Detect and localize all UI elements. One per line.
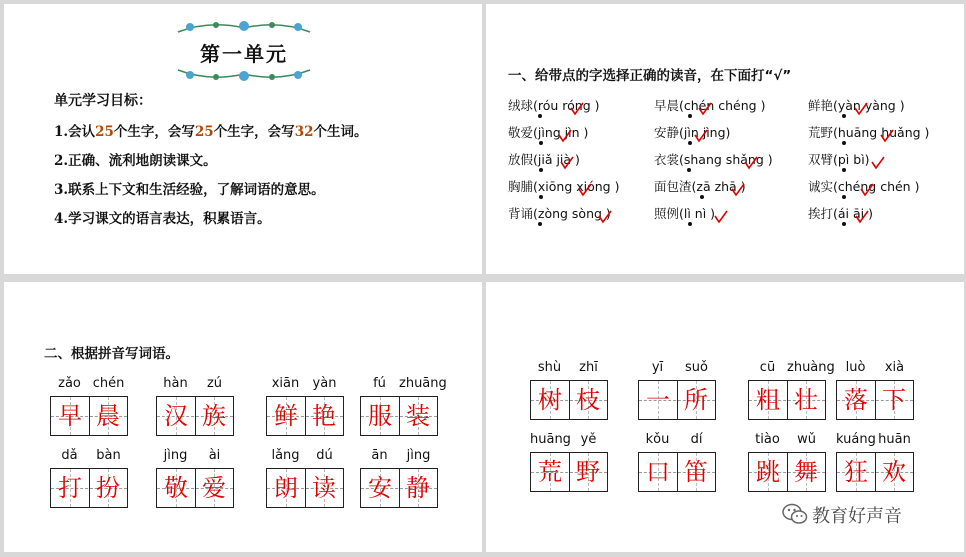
word-item: [360, 448, 438, 508]
answer-character: 扮: [96, 474, 120, 502]
pinyin-syllable: huāng: [530, 432, 571, 447]
pronunciation-item: [508, 96, 600, 114]
checkmark-icon: [570, 102, 584, 116]
tianzige-box: [156, 468, 234, 508]
pinyin-row: [638, 432, 716, 450]
word-item: [266, 448, 344, 508]
pinyin-syllable: ài: [208, 448, 221, 463]
word-item: [266, 376, 344, 436]
watermark: [782, 502, 902, 528]
pronunciation-item: [808, 123, 929, 141]
pinyin-syllable: huān: [878, 432, 911, 447]
tianzige-box: [156, 396, 234, 436]
pinyin-syllable: luò: [845, 360, 866, 375]
pinyin-row: [530, 360, 608, 378]
pronunciation-item: [808, 177, 919, 195]
emphasis-dot-icon: [538, 114, 542, 118]
pinyin-row: [360, 376, 447, 394]
pinyin-syllable: yī: [651, 360, 664, 375]
emphasis-dot-icon: [539, 141, 543, 145]
pronunciation-text: 诚实(chéng chén ): [808, 179, 920, 194]
tianzige-box: [748, 452, 826, 492]
pinyin-syllable: hàn: [163, 376, 188, 391]
pinyin-syllable: jìng: [163, 448, 188, 463]
answer-character: 下: [882, 386, 906, 414]
emphasis-dot-icon: [539, 195, 543, 199]
pinyin-syllable: zǎo: [58, 376, 81, 391]
pronunciation-text: 敬爱(jìng jìn ): [508, 125, 589, 140]
pronunciation-item: [808, 150, 870, 168]
word-item: [360, 376, 447, 436]
pinyin-syllable: dú: [316, 448, 333, 463]
answer-character: 舞: [794, 458, 818, 486]
pronunciation-item: [654, 123, 730, 141]
checkmark-icon: [598, 210, 612, 224]
pronunciation-text: 荒野(huāng huǎng ): [808, 125, 930, 140]
answer-character: 服: [368, 402, 392, 430]
answer-character: 跳: [756, 458, 780, 486]
answer-character: 鲜: [274, 402, 298, 430]
pinyin-row: [156, 448, 234, 466]
answer-character: 安: [368, 474, 392, 502]
answer-character: 汉: [164, 402, 188, 430]
pronunciation-text: 绒球(róu róng ): [508, 98, 600, 113]
wechat-icon: [782, 502, 808, 526]
answer-character: 朗: [274, 474, 298, 502]
checkmark-icon: [714, 210, 728, 224]
word-item: [530, 360, 608, 420]
checkmark-icon: [880, 129, 894, 143]
pronunciation-item: [508, 204, 611, 222]
watermark-text: 教育好声音: [812, 506, 902, 527]
pinyin-syllable: yàn: [312, 376, 337, 391]
pinyin-syllable: kǒu: [645, 432, 670, 447]
tianzige-box: [638, 380, 716, 420]
answer-character: 族: [202, 402, 226, 430]
word-item: [156, 448, 234, 508]
pinyin-syllable: tiào: [755, 432, 780, 447]
pronunciation-text: 背诵(zòng sòng ): [508, 206, 611, 221]
pinyin-syllable: bàn: [96, 448, 121, 463]
word-item: [156, 376, 234, 436]
answer-character: 静: [406, 474, 430, 502]
pronunciation-item: [508, 177, 619, 195]
pronunciation-item: [808, 204, 873, 222]
pronunciation-item: [508, 123, 588, 141]
answer-character: 笛: [684, 458, 708, 486]
pronunciation-text: 挨打(ái āi ): [808, 206, 873, 221]
emphasis-dot-icon: [687, 168, 691, 172]
pinyin-syllable: wǔ: [797, 432, 816, 447]
emphasis-dot-icon: [842, 141, 846, 145]
exercise-1-heading: 一、给带点的字选择正确的读音，在下面打“√”: [508, 68, 792, 84]
checkmark-icon: [698, 102, 712, 116]
pronunciation-text: 鲜艳(yàn yàng ): [808, 98, 905, 113]
checkmark-icon: [560, 156, 574, 170]
tianzige-box: [360, 468, 438, 508]
pronunciation-item: [508, 150, 580, 168]
pinyin-syllable: zhī: [579, 360, 598, 375]
answer-character: 装: [406, 402, 430, 430]
pronunciation-text: 胸脯(xiōng xióng ): [508, 179, 620, 194]
goal-3: 3.联系上下文和生活经验，了解词语的意思。: [54, 182, 325, 198]
pinyin-row: [748, 360, 835, 378]
goals-subtitle: 单元学习目标：: [54, 93, 152, 109]
pinyin-row: [156, 376, 234, 394]
pinyin-syllable: fú: [373, 376, 386, 391]
answer-character: 艳: [312, 402, 336, 430]
pronunciation-item: [654, 150, 773, 168]
answer-character: 壮: [794, 386, 818, 414]
pronunciation-item: [808, 96, 905, 114]
checkmark-icon: [694, 129, 708, 143]
goal-4: 4.学习课文的语言表达，积累语言。: [54, 211, 271, 227]
emphasis-dot-icon: [688, 114, 692, 118]
pinyin-row: [638, 360, 716, 378]
tianzige-box: [266, 468, 344, 508]
answer-character: 枝: [576, 386, 600, 414]
pinyin-row: [836, 432, 914, 450]
pronunciation-text: 照例(lì nì ): [654, 206, 716, 221]
pinyin-syllable: yě: [580, 432, 597, 447]
answer-character: 敬: [164, 474, 188, 502]
slide-unit-goals: [4, 4, 482, 274]
answer-character: 粗: [756, 386, 780, 414]
checkmark-icon: [744, 156, 758, 170]
pinyin-syllable: suǒ: [685, 360, 708, 375]
tianzige-box: [638, 452, 716, 492]
tianzige-box: [748, 380, 826, 420]
exercise-2-heading: 二、根据拼音写词语。: [44, 346, 179, 362]
pinyin-syllable: ān: [371, 448, 388, 463]
word-item: [50, 448, 128, 508]
pinyin-syllable: zhuàng: [787, 360, 835, 375]
answer-character: 所: [684, 386, 708, 414]
pinyin-row: [748, 432, 826, 450]
pinyin-row: [266, 448, 344, 466]
pronunciation-text: 衣裳(shang shǎng ): [654, 152, 773, 167]
unit-title-decoration: [174, 16, 314, 86]
emphasis-dot-icon: [842, 114, 846, 118]
vine-top-icon: [176, 18, 312, 36]
pinyin-row: [266, 376, 344, 394]
pinyin-syllable: dí: [690, 432, 703, 447]
pronunciation-item: [654, 96, 765, 114]
answer-character: 爱: [202, 474, 226, 502]
pinyin-syllable: xià: [884, 360, 905, 375]
answer-character: 树: [538, 386, 562, 414]
emphasis-dot-icon: [842, 222, 846, 226]
slide-pronunciation-exercise: [486, 4, 964, 274]
answer-character: 早: [58, 402, 82, 430]
pinyin-row: [360, 448, 438, 466]
goal-1: 1.会认25个生字，会写25个生字，会写32个生词。: [54, 124, 368, 140]
emphasis-dot-icon: [842, 168, 846, 172]
tianzige-box: [266, 396, 344, 436]
tianzige-box: [50, 468, 128, 508]
emphasis-dot-icon: [842, 195, 846, 199]
answer-character: 读: [312, 474, 336, 502]
pinyin-syllable: zú: [206, 376, 223, 391]
checkmark-icon: [860, 183, 874, 197]
pinyin-syllable: jìng: [406, 448, 431, 463]
pinyin-row: [530, 432, 608, 450]
emphasis-dot-icon: [688, 222, 692, 226]
answer-character: 打: [58, 474, 82, 502]
vine-bottom-icon: [176, 66, 312, 84]
answer-character: 欢: [882, 458, 906, 486]
checkmark-icon: [578, 183, 592, 197]
emphasis-dot-icon: [700, 195, 704, 199]
tianzige-box: [836, 380, 914, 420]
word-item: [638, 360, 716, 420]
answer-character: 一: [646, 386, 670, 414]
word-item: [638, 432, 716, 492]
pinyin-syllable: zhuāng: [399, 376, 447, 391]
emphasis-dot-icon: [688, 141, 692, 145]
tianzige-box: [360, 396, 438, 436]
checkmark-icon: [854, 102, 868, 116]
pinyin-syllable: chén: [92, 376, 125, 391]
pronunciation-text: 放假(jiǎ jià ): [508, 152, 580, 167]
pinyin-syllable: xiān: [271, 376, 300, 391]
tianzige-box: [530, 380, 608, 420]
checkmark-icon: [855, 210, 869, 224]
tianzige-box: [836, 452, 914, 492]
unit-title: 第一单元: [200, 42, 288, 66]
pinyin-syllable: dǎ: [61, 448, 78, 463]
pinyin-row: [50, 448, 128, 466]
pinyin-row: [50, 376, 128, 394]
answer-character: 落: [844, 386, 868, 414]
slide-pinyin-words: [4, 282, 482, 552]
checkmark-icon: [731, 183, 745, 197]
pronunciation-item: [654, 204, 715, 222]
word-item: [50, 376, 128, 436]
pronunciation-text: 面包渣(zā zhā ): [654, 179, 746, 194]
pinyin-syllable: cū: [759, 360, 776, 375]
checkmark-icon: [871, 156, 885, 170]
pronunciation-text: 早晨(chén chéng ): [654, 98, 766, 113]
pronunciation-text: 双臂(pì bì): [808, 152, 870, 167]
answer-character: 晨: [96, 402, 120, 430]
pinyin-row: [836, 360, 914, 378]
answer-character: 荒: [538, 458, 562, 486]
word-item: [748, 432, 826, 492]
word-item: [530, 432, 608, 492]
answer-character: 口: [646, 458, 670, 486]
pinyin-syllable: lǎng: [271, 448, 300, 463]
answer-character: 野: [576, 458, 600, 486]
pronunciation-item: [654, 177, 746, 195]
pronunciation-text: 安静(jìn jìng): [654, 125, 731, 140]
tianzige-box: [530, 452, 608, 492]
goal-2: 2.正确、流利地朗读课文。: [54, 153, 217, 169]
emphasis-dot-icon: [538, 222, 542, 226]
tianzige-box: [50, 396, 128, 436]
answer-character: 狂: [844, 458, 868, 486]
pinyin-syllable: shù: [537, 360, 562, 375]
word-item: [836, 360, 914, 420]
pinyin-syllable: kuáng: [836, 432, 876, 447]
word-item: [748, 360, 835, 420]
checkmark-icon: [558, 129, 572, 143]
emphasis-dot-icon: [539, 168, 543, 172]
word-item: [836, 432, 914, 492]
